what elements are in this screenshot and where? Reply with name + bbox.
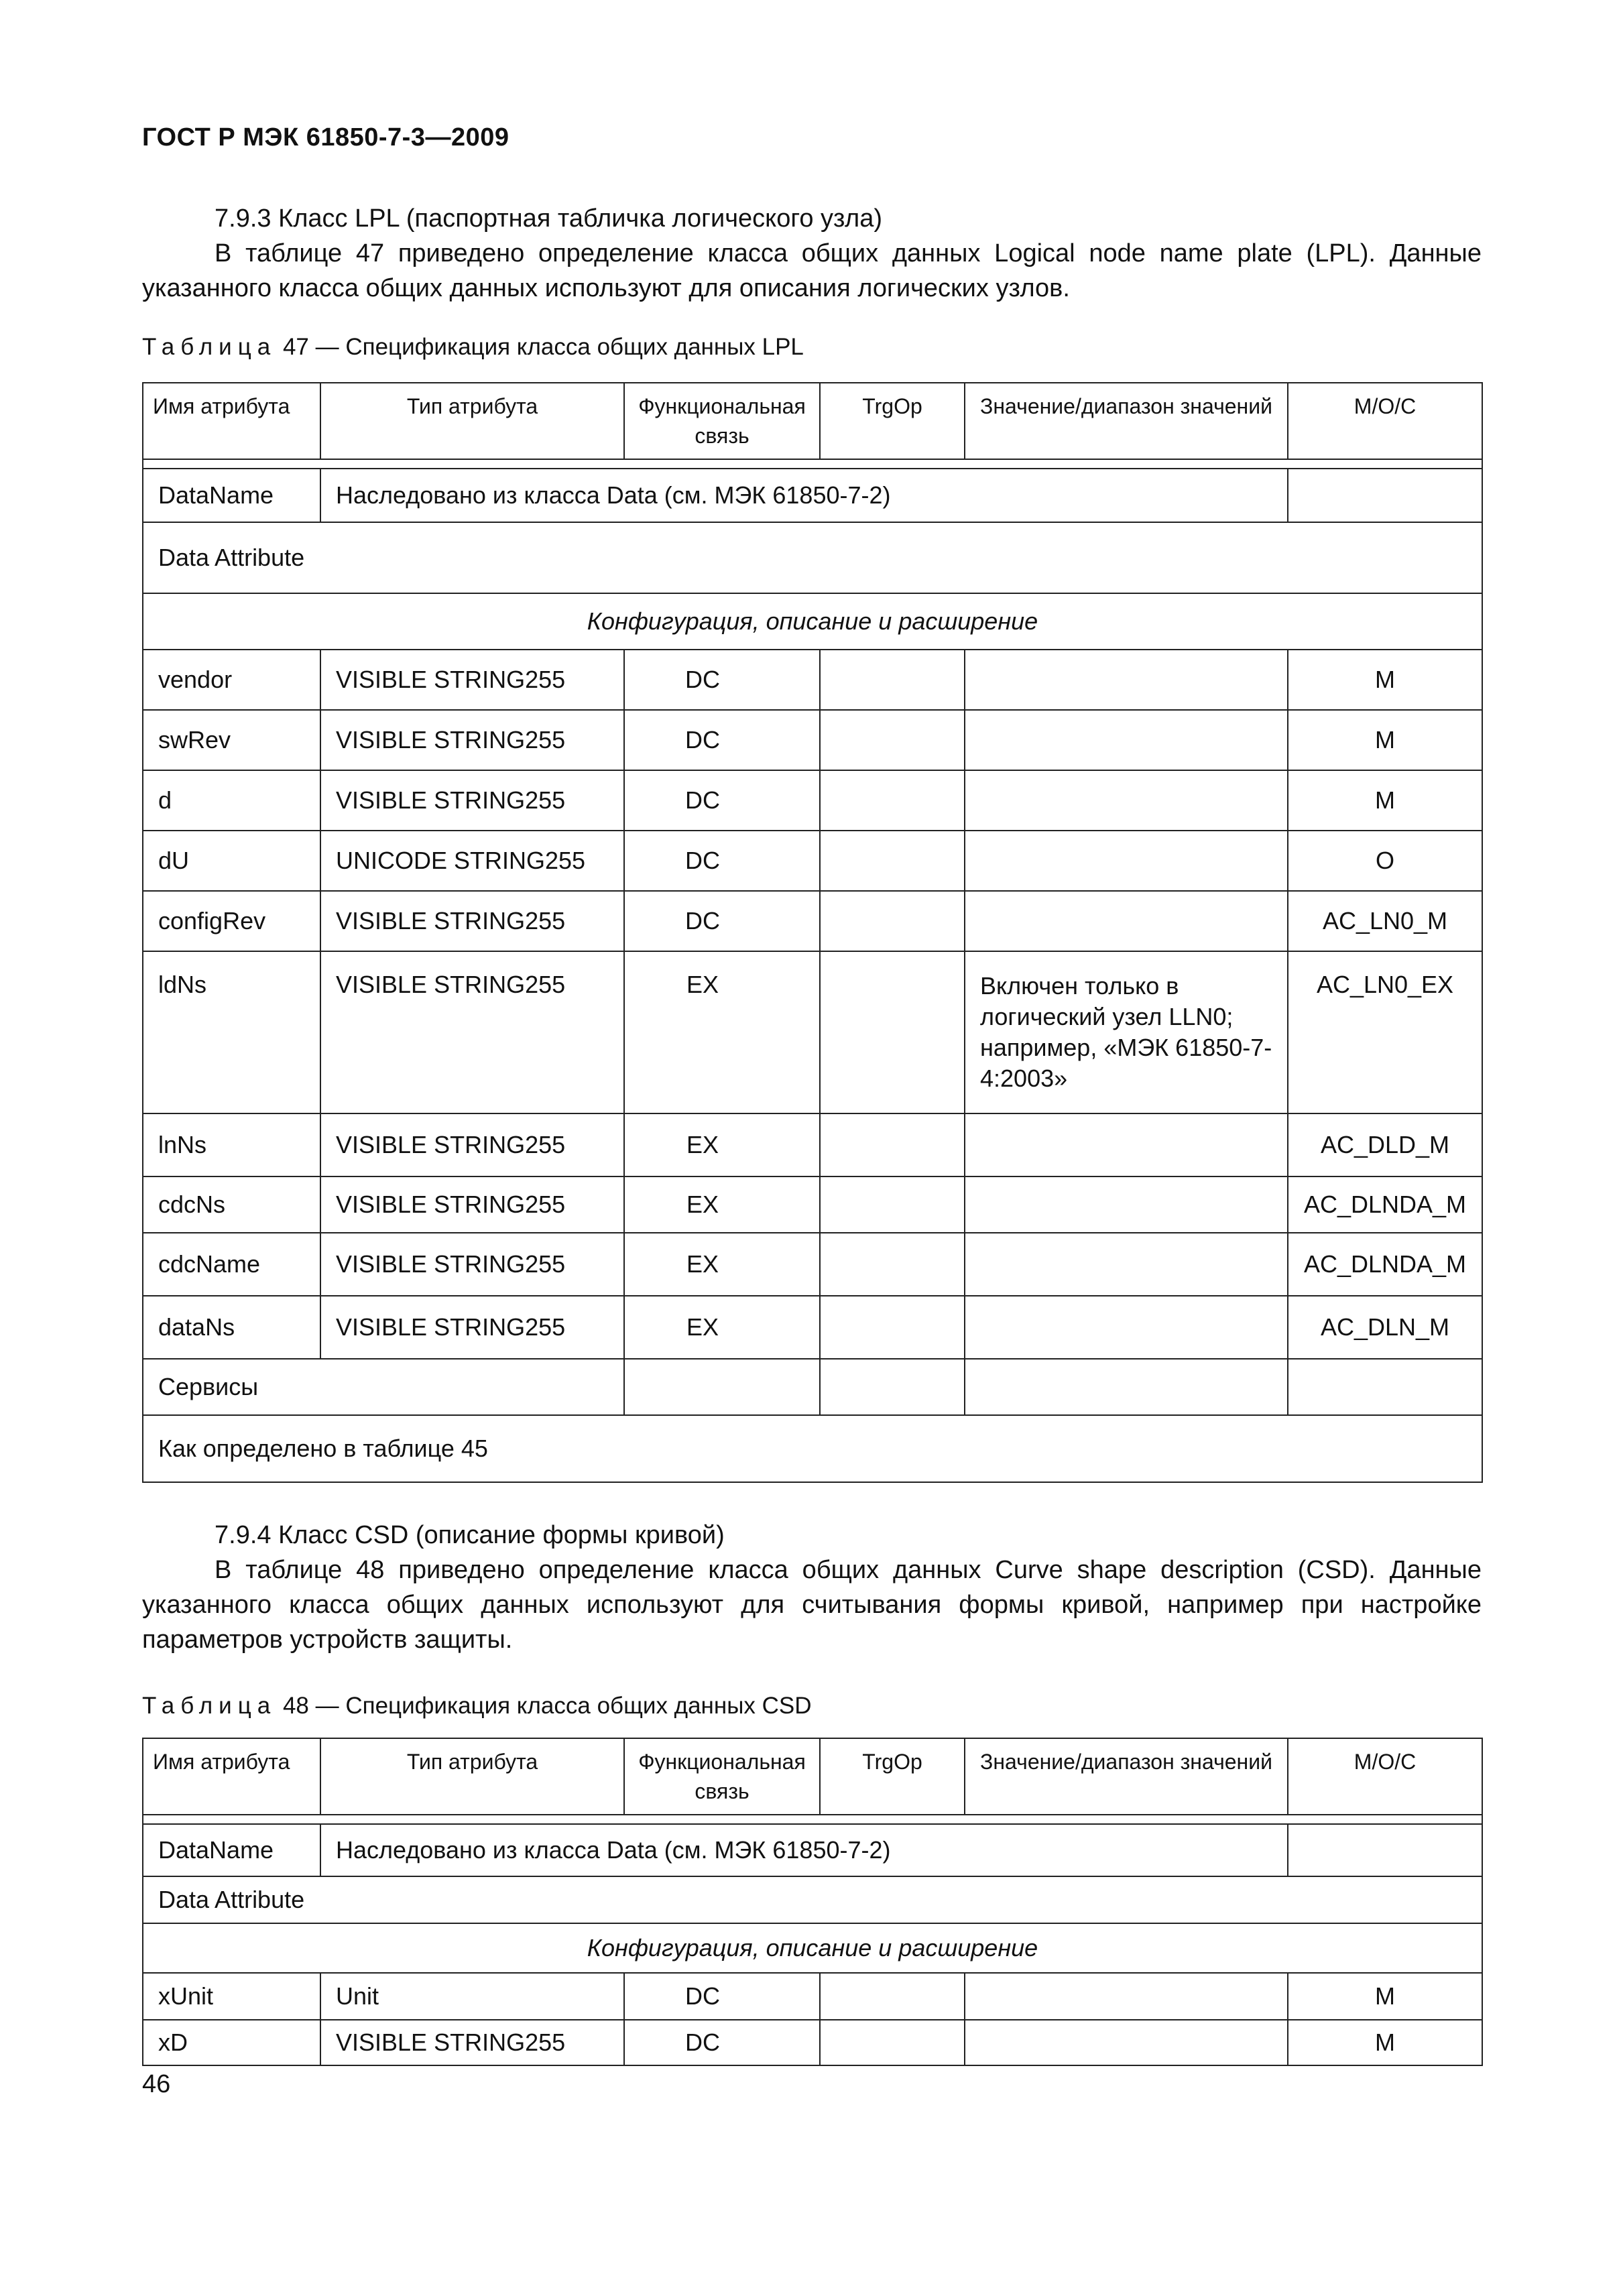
section-7-9-3 [142,201,1482,306]
column-header: Значение/диапазон значений [965,1738,1288,1815]
attribute-name: cdcName [143,1233,320,1296]
inherit-name: DataName [143,469,320,522]
attribute-name: dataNs [143,1296,320,1359]
value-range [965,1973,1288,2020]
attribute-name: cdcNs [143,1176,320,1233]
trigger-option [820,1973,965,2020]
attribute-name: xUnit [143,1973,320,2020]
data-attribute-label: Data Attribute [143,1876,1482,1923]
inherit-text: Наследовано из класса Data (см. МЭК 61850-7-2) [320,1824,1288,1876]
services-note-row [143,1415,1482,1482]
value-range [965,770,1288,831]
functional-constraint: DC [624,710,820,770]
group-row [143,1923,1482,1973]
table-header-row [143,1738,1482,1815]
data-attribute-row [143,1876,1482,1923]
table-row [143,1233,1482,1296]
presence-condition: AC_DLD_M [1288,1113,1482,1176]
functional-constraint: EX [624,1233,820,1296]
attribute-type: VISIBLE STRING255 [320,951,624,1113]
table-row [143,1973,1482,2020]
attribute-type: VISIBLE STRING255 [320,650,624,710]
section-7-9-4 [142,1518,1482,1657]
functional-constraint: DC [624,2020,820,2065]
trigger-option [820,650,965,710]
table-48-body [143,1973,1482,2065]
spacer-row [143,459,1482,469]
value-range [965,1233,1288,1296]
caption-prefix: Таблица [142,334,277,360]
column-header: M/O/C [1288,383,1482,459]
attribute-type: VISIBLE STRING255 [320,1296,624,1359]
attribute-name: lnNs [143,1113,320,1176]
attribute-name: configRev [143,891,320,951]
presence-condition: M [1288,710,1482,770]
attribute-type: VISIBLE STRING255 [320,1113,624,1176]
services-label: Сервисы [143,1359,624,1415]
services-note: Как определено в таблице 45 [143,1415,1482,1482]
value-range [965,1296,1288,1359]
column-header: Тип атрибута [320,1738,624,1815]
trigger-option [820,831,965,891]
presence-condition: AC_DLN_M [1288,1296,1482,1359]
caption-text: 47 — Спецификация класса общих данных LPL [282,334,804,360]
functional-constraint: DC [624,650,820,710]
attribute-type: UNICODE STRING255 [320,831,624,891]
column-header: Тип атрибута [320,383,624,459]
table-row [143,650,1482,710]
functional-constraint: DC [624,770,820,831]
presence-condition: M [1288,770,1482,831]
value-range [965,2020,1288,2065]
column-header: M/O/C [1288,1738,1482,1815]
value-range [965,1113,1288,1176]
trigger-option [820,2020,965,2065]
functional-constraint: EX [624,1113,820,1176]
table-row [143,831,1482,891]
value-range [965,710,1288,770]
presence-condition: M [1288,650,1482,710]
inherit-row [143,469,1482,522]
trigger-option [820,1233,965,1296]
column-header: TrgOp [820,1738,965,1815]
column-header: Функциональная связь [624,1738,820,1815]
table-caption [142,334,804,361]
empty-cell [1288,1824,1482,1876]
column-header: Имя атрибута [143,383,320,459]
table-row [143,1296,1482,1359]
attribute-name: xD [143,2020,320,2065]
section-paragraph: В таблице 48 приведено определение класса общих данных Curve shape description (CSD). Данные указанного класса общих данных используют для считывания формы кривой, например при настройке параметров устройств защиты. [142,1556,1482,1654]
column-header: Значение/диапазон значений [965,383,1288,459]
column-header: TrgOp [820,383,965,459]
empty-cell [1288,469,1482,522]
caption-prefix: Таблица [142,1693,277,1719]
table-row [143,2020,1482,2065]
attribute-type: Unit [320,1973,624,2020]
table-caption [142,1693,812,1719]
table-row [143,1113,1482,1176]
inherit-text: Наследовано из класса Data (см. МЭК 61850-7-2) [320,469,1288,522]
attribute-name: dU [143,831,320,891]
section-heading: 7.9.3 Класс LPL (паспортная табличка логического узла) [215,204,882,233]
caption-text: 48 — Спецификация класса общих данных CSD [282,1693,812,1719]
table-row [143,891,1482,951]
table-row [143,770,1482,831]
trigger-option [820,951,965,1113]
trigger-option [820,1176,965,1233]
attribute-name: swRev [143,710,320,770]
attribute-type: VISIBLE STRING255 [320,891,624,951]
table-47 [142,382,1483,1483]
functional-constraint: EX [624,1296,820,1359]
value-range [965,831,1288,891]
attribute-type: VISIBLE STRING255 [320,2020,624,2065]
group-label: Конфигурация, описание и расширение [143,593,1482,650]
table-row [143,710,1482,770]
group-label: Конфигурация, описание и расширение [143,1923,1482,1973]
functional-constraint: DC [624,1973,820,2020]
spacer-row [143,1815,1482,1824]
attribute-type: VISIBLE STRING255 [320,1233,624,1296]
page-number: 46 [142,2070,171,2098]
trigger-option [820,710,965,770]
table-row [143,1176,1482,1233]
table-row [143,951,1482,1113]
table-header-row [143,383,1482,459]
presence-condition: O [1288,831,1482,891]
attribute-name: d [143,770,320,831]
attribute-name: ldNs [143,951,320,1113]
value-range [965,891,1288,951]
attribute-name: vendor [143,650,320,710]
attribute-type: VISIBLE STRING255 [320,1176,624,1233]
value-range [965,1176,1288,1233]
presence-condition: M [1288,2020,1482,2065]
functional-constraint: DC [624,831,820,891]
column-header: Функциональная связь [624,383,820,459]
presence-condition: AC_DLNDA_M [1288,1233,1482,1296]
value-range [965,650,1288,710]
document-header: ГОСТ Р МЭК 61850-7-3—2009 [142,123,509,152]
presence-condition: AC_LN0_M [1288,891,1482,951]
inherit-name: DataName [143,1824,320,1876]
attribute-type: VISIBLE STRING255 [320,770,624,831]
table-47-body [143,650,1482,1359]
table-48 [142,1738,1483,2066]
trigger-option [820,1296,965,1359]
functional-constraint: DC [624,891,820,951]
column-header: Имя атрибута [143,1738,320,1815]
value-range: Включен только в логический узел LLN0; например, «МЭК 61850-7-4:2003» [965,951,1288,1113]
trigger-option [820,1113,965,1176]
attribute-type: VISIBLE STRING255 [320,710,624,770]
data-attribute-label: Data Attribute [143,522,1482,593]
inherit-row [143,1824,1482,1876]
group-row [143,593,1482,650]
section-paragraph: В таблице 47 приведено определение класса общих данных Logical node name plate (LPL). Данные указанного класса общих данных используют для описания логических узлов. [142,239,1482,302]
functional-constraint: EX [624,951,820,1113]
section-heading: 7.9.4 Класс CSD (описание формы кривой) [215,1521,725,1549]
trigger-option [820,770,965,831]
presence-condition: AC_DLNDA_M [1288,1176,1482,1233]
services-row [143,1359,1482,1415]
trigger-option [820,891,965,951]
presence-condition: AC_LN0_EX [1288,951,1482,1113]
presence-condition: M [1288,1973,1482,2020]
functional-constraint: EX [624,1176,820,1233]
data-attribute-row [143,522,1482,593]
